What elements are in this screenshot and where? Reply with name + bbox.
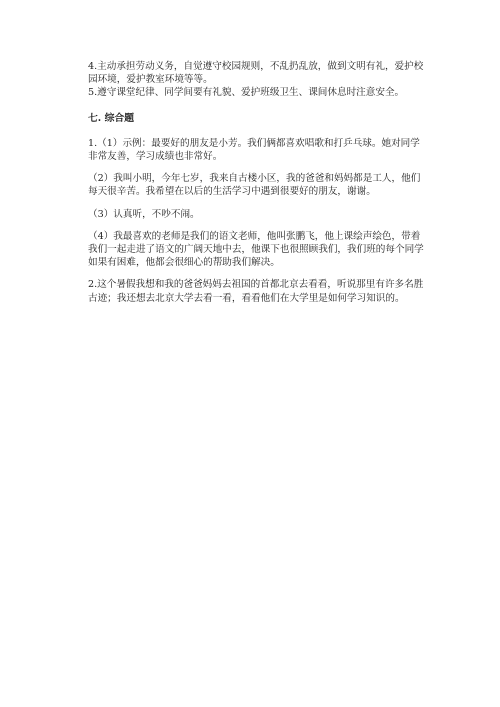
answer-2: 2.这个暑假我想和我的爸爸妈妈去祖国的首都北京去看看，听说那里有许多名胜古迹；我还想去北京大学去看一看，看看他们在大学里是如何学习知识的。 bbox=[88, 279, 424, 304]
document-page bbox=[88, 60, 424, 305]
section-seven-heading: 七. 综合题 bbox=[88, 112, 135, 124]
answer-1-part-3: （3）认真听，不吵不闹。 bbox=[88, 208, 200, 220]
answer-six-item-4: 4.主动承担劳动义务，自觉遵守校园规则，不乱扔乱放，做到文明有礼，爱护校园环境，爱护教室环境等等。 bbox=[88, 61, 424, 86]
answer-1-part-1: 1.（1）示例：最要好的朋友是小芳。我们俩都喜欢唱歌和打乒乓球。她对同学非常友善，学习成绩也非常好。 bbox=[88, 137, 420, 163]
answer-six-item-5: 5.遵守课堂纪律、同学间要有礼貌、爱护班级卫生、课间休息时注意安全。 bbox=[88, 87, 405, 99]
answer-1-part-2: （2）我叫小明，今年七岁，我来自古楼小区，我的爸爸和妈妈都是工人，他们每天很辛苦。我希望在以后的生活学习中遇到很要好的朋友，谢谢。 bbox=[88, 173, 421, 198]
answer-1-part-4: （4）我最喜欢的老师是我们的语文老师，他叫张鹏飞，他上课绘声绘色，带着我们一起走进了语文的广阔天地中去，他课下也很照顾我们，我们班的每个同学如果有困难，他都会很细心的帮助我们解决。 bbox=[88, 230, 424, 269]
